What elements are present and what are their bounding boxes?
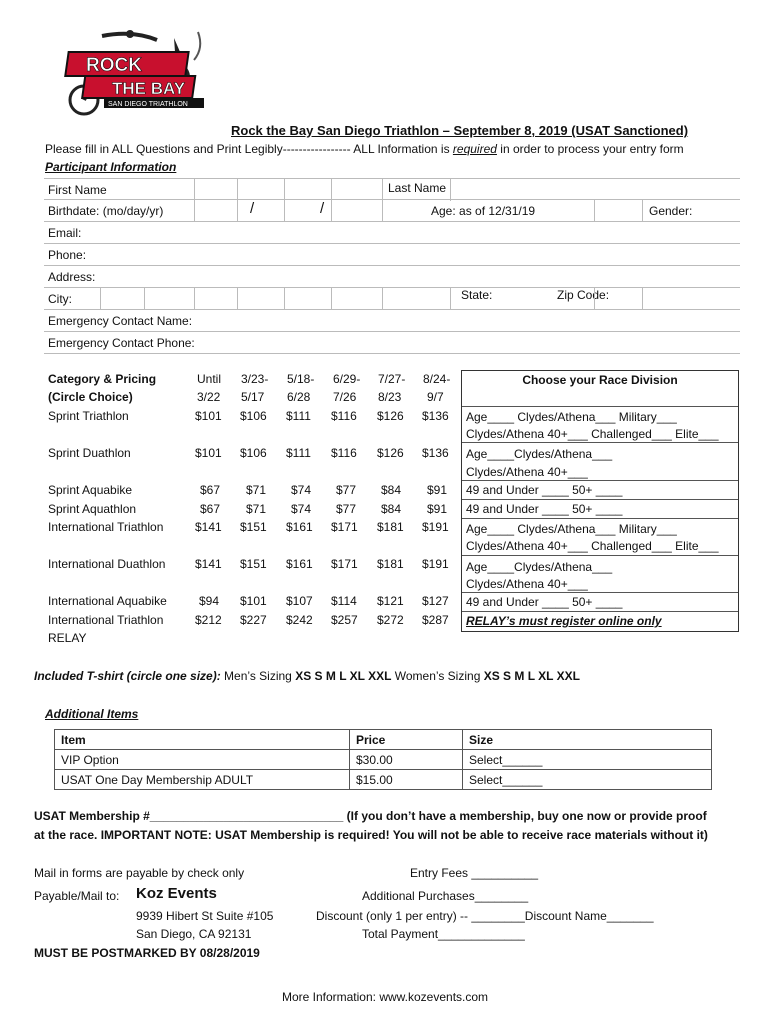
phone-field[interactable]: Phone: [48, 248, 87, 262]
category-intl-relay[interactable]: International Triathlon [48, 613, 164, 627]
price-cell[interactable]: $67 [200, 483, 221, 497]
price-cell[interactable]: $141 [195, 520, 222, 534]
price-cell[interactable]: $74 [291, 502, 312, 516]
price-cell[interactable]: $116 [331, 409, 357, 423]
category-intl-triathlon[interactable]: International Triathlon [48, 520, 164, 534]
price-cell[interactable]: $71 [246, 483, 267, 497]
price-cell[interactable]: $141 [195, 557, 222, 571]
pricing-header-1: Category & Pricing [48, 372, 157, 386]
table-header-row: Item Price Size [55, 730, 712, 750]
row-emergency-name [44, 310, 740, 332]
row-city [44, 288, 740, 310]
price-cell[interactable]: $127 [422, 594, 449, 608]
tshirt-label: Included T-shirt (circle one size): [34, 669, 221, 683]
price-cell[interactable]: $181 [377, 520, 404, 534]
period-4-b: 7/26 [333, 390, 357, 404]
logo-line3: SAN DIEGO TRIATHLON [108, 101, 188, 108]
period-5-a: 7/27- [378, 372, 406, 386]
price-cell[interactable]: $107 [286, 594, 313, 608]
logo-line2: THE BAY [112, 79, 186, 98]
logo-line1: ROCK [86, 55, 142, 76]
postmark-deadline: MUST BE POSTMARKED BY 08/28/2019 [34, 946, 260, 960]
division-row-relay: RELAY’s must register online only [462, 611, 738, 631]
tshirt-size-line: Included T-shirt (circle one size): Men’s Sizing XS S M L XL XXL Women’s Sizing XS S M L XL XXL [34, 669, 580, 683]
period-6-b: 9/7 [427, 390, 444, 404]
period-1-a: Until [197, 372, 222, 386]
price-cell[interactable]: $114 [331, 594, 357, 608]
email-field[interactable]: Email: [48, 226, 82, 240]
period-3-b: 6/28 [287, 390, 311, 404]
instructions: Please fill in ALL Questions and Print Legibly----------------- ALL Information is required in order to process your entry form [45, 142, 684, 156]
table-row[interactable]: USAT One Day Membership ADULT $15.00 Select______ [55, 770, 712, 790]
price-cell[interactable]: $191 [422, 520, 449, 534]
price-cell[interactable]: $101 [240, 594, 267, 608]
price-cell[interactable]: $212 [195, 613, 222, 627]
row-email [44, 222, 740, 244]
rock-the-bay-logo [62, 28, 212, 120]
state-field[interactable]: State: [461, 288, 493, 302]
age-field[interactable]: Age: as of 12/31/19 [431, 204, 536, 218]
usat-membership-line1[interactable]: USAT Membership #_____________________________ (If you don’t have a membership, buy one now or provide proof [34, 809, 707, 823]
emergency-name-field[interactable]: Emergency Contact Name: [48, 314, 193, 328]
period-2-a: 3/23- [241, 372, 269, 386]
period-5-b: 8/23 [378, 390, 402, 404]
category-sprint-aquabike[interactable]: Sprint Aquabike [48, 483, 133, 497]
price-cell[interactable]: $126 [377, 446, 404, 460]
price-cell[interactable]: $161 [286, 557, 313, 571]
period-1-b: 3/22 [197, 390, 221, 404]
price-cell[interactable]: $101 [195, 409, 222, 423]
price-cell[interactable]: $191 [422, 557, 449, 571]
division-heading: Choose your Race Division [522, 373, 678, 387]
price-cell[interactable]: $77 [336, 502, 357, 516]
price-cell[interactable]: $71 [246, 502, 267, 516]
price-cell[interactable]: $171 [331, 520, 358, 534]
price-cell[interactable]: $67 [200, 502, 221, 516]
price-cell[interactable]: $136 [422, 409, 449, 423]
birthdate-slash-1: / [250, 200, 255, 217]
price-cell[interactable]: $171 [331, 557, 358, 571]
division-row-intl-du[interactable]: Age____Clydes/Athena___ Clydes/Athena 40+___ [462, 555, 738, 592]
city-field[interactable]: City: [48, 292, 72, 306]
race-division-box [461, 370, 739, 632]
price-cell[interactable]: $151 [240, 557, 267, 571]
row-phone [44, 244, 740, 266]
price-cell[interactable]: $111 [286, 409, 311, 423]
division-row-du[interactable]: Age____Clydes/Athena___ Clydes/Athena 40+___ [462, 442, 738, 480]
pricing-header-2: (Circle Choice) [48, 390, 133, 404]
period-3-a: 5/18- [287, 372, 315, 386]
category-intl-duathlon[interactable]: International Duathlon [48, 557, 166, 571]
last-name-field[interactable]: Last Name [388, 181, 447, 195]
address-field[interactable]: Address: [48, 270, 96, 284]
period-2-b: 5/17 [241, 390, 265, 404]
row-name [44, 178, 740, 200]
entry-fees-field[interactable]: Entry Fees __________ [410, 866, 539, 880]
payable-label: Payable/Mail to: [34, 889, 120, 903]
category-sprint-aquathlon[interactable]: Sprint Aquathlon [48, 502, 137, 516]
womens-sizes[interactable]: XS S M L XL XXL [483, 669, 580, 683]
additional-items-heading: Additional Items [45, 707, 139, 721]
price-cell[interactable]: $242 [286, 613, 313, 627]
zip-field[interactable]: Zip Code: [557, 288, 610, 302]
address-line-2: San Diego, CA 92131 [136, 927, 252, 941]
participant-heading: Participant Information [45, 160, 177, 174]
price-cell[interactable]: $126 [377, 409, 404, 423]
division-row-tri[interactable]: Age____ Clydes/Athena___ Military___ Clydes/Athena 40+___ Challenged___ Elite___ [462, 406, 738, 442]
usat-membership-line2: at the race. IMPORTANT NOTE: USAT Membership is required! You will not be able to receive race materials without it) [34, 828, 708, 842]
birthdate-slash-2: / [320, 200, 325, 217]
address-line-1: 9939 Hibert St Suite #105 [136, 909, 274, 923]
price-cell[interactable]: $84 [381, 502, 402, 516]
discount-field[interactable]: Discount (only 1 per entry) -- ________Discount Name_______ [316, 909, 654, 923]
price-cell[interactable]: $106 [240, 446, 267, 460]
size-select[interactable]: Select______ [463, 770, 712, 790]
division-row-aquabike[interactable]: 49 and Under ____ 50+ ____ [462, 480, 738, 499]
mens-sizes[interactable]: XS S M L XL XXL [295, 669, 392, 683]
price-cell[interactable]: $121 [377, 594, 404, 608]
gender-field[interactable]: Gender: [649, 204, 693, 218]
table-row[interactable]: VIP Option $30.00 Select______ [55, 750, 712, 770]
footer-more-info: More Information: www.kozevents.com [281, 990, 489, 1004]
price-cell[interactable]: $181 [377, 557, 404, 571]
additional-purchases-field[interactable]: Additional Purchases________ [362, 889, 529, 903]
category-sprint-triathlon[interactable]: Sprint Triathlon [48, 409, 129, 423]
category-intl-relay-line2: RELAY [48, 631, 87, 645]
division-row-aquathlon[interactable]: 49 and Under ____ 50+ ____ [462, 499, 738, 518]
page-title: Rock the Bay San Diego Triathlon – September 8, 2019 (USAT Sanctioned) [231, 123, 689, 138]
row-birthdate [44, 200, 740, 222]
row-emergency-phone [44, 332, 740, 354]
price-cell[interactable]: $84 [381, 483, 402, 497]
row-address [44, 266, 740, 288]
price-cell[interactable]: $227 [240, 613, 267, 627]
size-select[interactable]: Select______ [463, 750, 712, 770]
price-cell[interactable]: $91 [427, 502, 448, 516]
birthdate-field[interactable]: Birthdate: (mo/day/yr) [48, 204, 164, 218]
additional-items-table [54, 729, 712, 790]
period-4-a: 6/29- [333, 372, 361, 386]
price-cell[interactable]: $116 [331, 446, 357, 460]
price-cell[interactable]: $151 [240, 520, 267, 534]
category-sprint-duathlon[interactable]: Sprint Duathlon [48, 446, 131, 460]
first-name-field[interactable]: First Name [48, 183, 107, 197]
price-cell[interactable]: $161 [286, 520, 313, 534]
division-row-intl-aquabike[interactable]: 49 and Under ____ 50+ ____ [462, 592, 738, 611]
company-name: Koz Events [136, 885, 217, 902]
total-payment-field[interactable]: Total Payment_____________ [362, 927, 525, 941]
price-cell[interactable]: $91 [427, 483, 448, 497]
category-intl-aquabike[interactable]: International Aquabike [48, 594, 167, 608]
mail-in-note: Mail in forms are payable by check only [34, 866, 245, 880]
price-cell[interactable]: $257 [331, 613, 358, 627]
price-cell[interactable]: $287 [422, 613, 449, 627]
price-cell[interactable]: $101 [195, 446, 222, 460]
emergency-phone-field[interactable]: Emergency Contact Phone: [48, 336, 195, 350]
division-row-intl-tri[interactable]: Age____ Clydes/Athena___ Military___ Clydes/Athena 40+___ Challenged___ Elite___ [462, 518, 738, 555]
price-cell[interactable]: $94 [199, 594, 220, 608]
price-cell[interactable]: $272 [377, 613, 404, 627]
price-cell[interactable]: $74 [291, 483, 312, 497]
price-cell[interactable]: $111 [286, 446, 311, 460]
price-cell[interactable]: $77 [336, 483, 357, 497]
period-6-a: 8/24- [423, 372, 451, 386]
price-cell[interactable]: $136 [422, 446, 449, 460]
price-cell[interactable]: $106 [240, 409, 267, 423]
